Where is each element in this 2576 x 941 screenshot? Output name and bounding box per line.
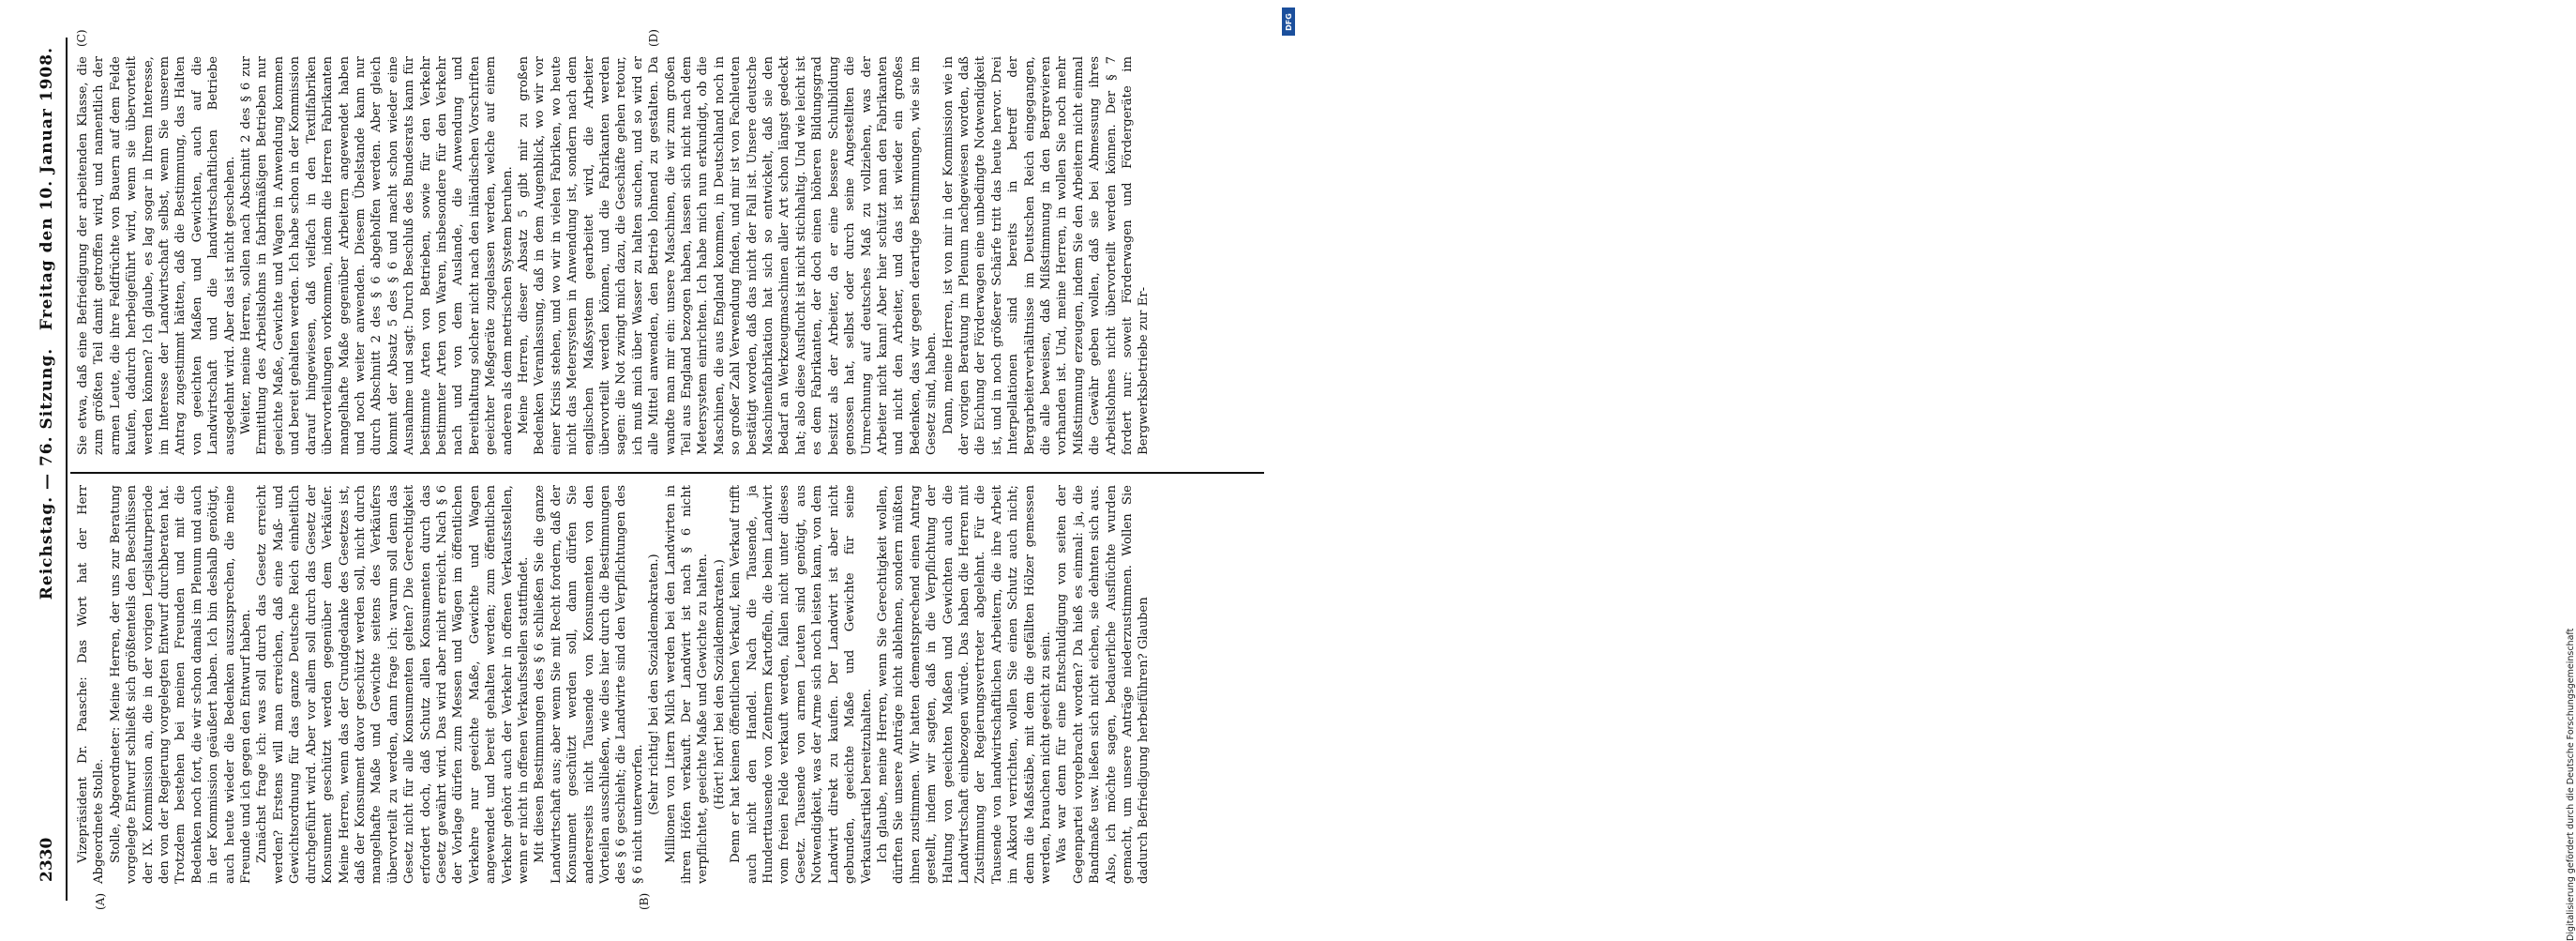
- paragraph: Meine Herren, dieser Absatz 5 gibt mir zu großen Bedenken Veranlassung, daß in dem Augenblick, wo wir vor einer Krisis stehen, und wo wir in vielen Fabriken, wo heute nicht das Metersystem in Anwendung ist, sondern nach dem englischen Maßsystem gearbeitet wird, die Arbeiter übervorteilt werden können, und die Fabrikanten werden sagen: die Not zwingt mich dazu, die Geschäfte gehen retour, ich muß mich über Wasser zu halten suchen, und so wird er alle Mittel anwenden, den Betrieb lohnend zu gestalten. Da wandte man mir ein: unsere Maschinen, die wir zum großen Teil aus England bezogen haben, lassen sich nicht nach dem Metersystem einrichten. Ich habe mich nun erkundigt, ob die Maschinen, die aus England kommen, in Deutschland noch in so großer Zahl Verwendung finden, und mir ist von Fachleuten bestätigt worden, daß das nicht der Fall ist. Unsere deutsche Maschinenfabrikation hat sich so entwickelt, daß sie den Bedarf an Werkzeugmaschinen aller Art schon längst gedeckt hat; also diese Ausflucht ist nicht stichhaltig. Und wie leicht ist es dem Fabrikanten, der doch einen höheren Bildungsgrad besitzt als der Arbeiter, da er eine bessere Schulbildung genossen hat, selbst oder durch seine Angestellten die Umrechnung auf deutsches Maß zu vollziehen, was der Arbeiter nicht kann! Aber hier schützt man den Fabrikanten und nicht den Arbeiter, und das ist wieder ein großes Bedenken, das wir gegen derartige Bestimmungen, wie sie im Gesetz sind, haben.: [516, 56, 940, 455]
- credit-line: [1275, 8, 2576, 941]
- paragraph: Dann, meine Herren, ist von mir in der Kommission wie in der vorigen Beratung im Plenum nachgewiesen worden, daß die Eichung der Förderwagen eine unbedingte Notwendigkeit ist, und in noch größerer Schärfe tritt das heute hervor. Drei Interpellationen sind bereits in betreff der Bergarbeiterverhältnisse im Deutschen Reich eingegangen, die alle beweisen, daß Mißstimmung in den Bergrevieren vorhanden ist. Und, meine Herren, in wollen Sie noch mehr Mißstimmung erzeugen, indem Sie den Arbeitern nicht einmal die Gewähr geben wollen, daß sie bei Abmessung ihres Arbeitslohnes nicht übervorteilt werden können. Der § 7 fordert nur: soweit Förderwagen und Fördergeräte im Bergwerksbetriebe zur Er-: [941, 56, 1152, 455]
- margin-mark-c: (C): [75, 29, 88, 47]
- right-text-column: [75, 56, 1266, 455]
- paragraph: Mit diesen Bestimmungen des § 6 schließen Sie die ganze Landwirtschaft aus; aber wenn Sie mit Recht fordern, daß der Konsument geschützt werden soll, dann dürfen Sie andererseits nicht Tausende von Konsumenten von den Vorteilen ausschließen, wie dies hier durch die Bestimmungen des § 6 geschieht; die Landwirte sind den Verpflichtungen des § 6 nicht unterworfen.: [533, 485, 645, 884]
- session-date: Freitag den 10. Januar 1908.: [38, 47, 56, 331]
- paragraph: Millionen von Litern Milch werden bei den Landwirten in ihren Höfen verkauft. Der Landwirt ist nach § 6 nicht verpflichtet, geeichte Maße und Gewichte zu halten.: [663, 485, 711, 884]
- paragraph: Sie etwa, daß eine Befriedigung der arbeitenden Klasse, die zum größten Teil damit getroffen wird, und namentlich der armen Leute, die ihre Feldfrüchte von Bauern auf dem Felde kaufen, dadurch herbeigeführt wird, wenn sie übervorteilt werden können? Ich glaube, es lag sogar in Ihrem Interesse, im Interesse der Landwirtschaft selbst, wenn Sie unserem Antrag zugestimmt hätten, daß die Bestimmung, das Halten von geeichten Maßen und Gewichten, auch auf die Landwirtschaft und die landwirtschaftlichen Betriebe ausgedehnt wird. Aber das ist nicht geschehen.: [76, 56, 237, 455]
- paragraph: (Hört! hört! bei den Sozialdemokraten.): [712, 559, 727, 810]
- paragraph: Stolle, Abgeordneter: Meine Herren, der uns zur Beratung vorgelegte Entwurf schließt sich größtenteils den Beschlüssen der IX. Kommission an, die in der vorigen Legislaturperiode den von der Regierung vorgelegten Entwurf durchberaten hat. Trotzdem bestehen bei meinen Freunden und mit die Bedenken noch fort, die wir schon damals im Plenum und auch in der Kommission geäußert haben. Ich bin deshalb genötigt, auch heute wieder die Bedenken auszusprechen, die meine Freunde und ich gegen den Entwurf haben.: [108, 485, 254, 884]
- left-text-column: [75, 485, 1266, 884]
- page-title: Reichstag. — 76. Sitzung.: [38, 347, 56, 600]
- paragraph: Was war denn für eine Entschuldigung von seiten der Gegenpartei vorgebracht worden? Da hieß es einmal: ja, die Bandmaße usw. ließen sich nicht eichen, sie dehnten sich aus. Also, ich möchte sagen, bedauerliche Ausflüchte wurden gemacht, um unsere Anträge niederzustimmen. Wollen Sie dadurch Befriedigung herbeiführen? Glauben: [1055, 485, 1152, 884]
- margin-mark-d: (D): [647, 29, 660, 47]
- page-number: 2330: [38, 837, 56, 882]
- dfg-logo: DFG: [1282, 8, 1295, 36]
- margin-mark-a: (A): [94, 892, 107, 910]
- header-rule: [66, 38, 68, 901]
- page-header: [28, 47, 66, 901]
- paragraph: (Sehr richtig! bei den Sozialdemokraten.): [647, 554, 662, 815]
- paragraph: Zunächst frage ich: was soll durch das Gesetz erreicht werden? Erstens will man erreichen, daß eine Maß- und Gewichtsordnung für das ganze Deutsche Reich einheitlich durchgeführt wird. Aber vor allem soll durch das Gesetz der Konsument geschützt werden gegenüber dem Verkäufer. Meine Herren, wenn das der Grundgedanke des Gesetzes ist, daß der Konsument davor geschützt werden soll, nicht durch mangelhafte Maße und Gewichte seitens des Verkäufers übervorteilt zu werden, dann frage ich: warum soll denn das Gesetz nicht für alle Konsumenten gelten? Die Gerechtigkeit erfordert doch, daß Schutz allen Konsumenten durch das Gesetz gewährt wird. Das wird aber nicht erreicht. Nach § 6 der Vorlage dürfen zum Messen und Wägen im öffentlichen Verkehre nur geeichte Maße, Gewichte und Wagen angewendet und bereit gehalten werden; zum öffentlichen Verkehr gehört auch der Verkehr in offenen Verkaufsstellen, wenn er nicht in offenen Verkaufsstellen stattfindet.: [255, 485, 531, 884]
- paragraph: Vizepräsident Dr. Paasche: Das Wort hat der Herr Abgeordnete Stolle.: [76, 485, 107, 884]
- paragraph: Denn er hat keinen öffentlichen Verkauf, kein Verkauf trifft auch nicht den Handel. Nach die Tausende, ja Hunderttausende von Zentnern Kartoffeln, die beim Landwirt vom freien Felde verkauft werden, fallen nicht unter dieses Gesetz. Tausende von armen Leuten sind genötigt, aus Notwendigkeit, was der Arme sich noch leisten kann, von dem Landwirt direkt zu kaufen. Der Landwirt ist aber nicht gebunden, geeichte Maße und Gewichte für seine Verkaufsartikel bereitzuhalten.: [729, 485, 874, 884]
- credit-text: Digitalisierung gefördert durch die Deutsche Forschungsgemeinschaft: [2566, 628, 2576, 941]
- paragraph: Weiter, meine Herren, sollen nach Abschnitt 2 des § 6 zur Ermittlung des Arbeitslohns in fabrikmäßigen Betrieben nur geeichte Maße, Gewichte und Wagen in Anwendung kommen und bereit gehalten werden. Ich habe schon in der Kommission darauf hingewiesen, daß vielfach in den Textilfabriken übervorteilungen vorkommen, indem die Herren Fabrikanten mangelhafte Maße gegenüber Arbeitern angewendet haben und noch weiter anwenden. Diesem Übelstande kann nur durch Abschnitt 2 des § 6 abgeholfen werden. Aber gleich kommt der Absatz 5 des § 6 und macht schon wieder eine Ausnahme und sagt: Durch Beschluß des Bundesrats kann für bestimmte Arten von Betrieben, sowie für den Verkehr bestimmter Arten von Waren, insbesondere für den Verkehr nach und von dem Auslande, die Anwendung und Bereithaltung solcher nicht nach den inländischen Vorschriften geeichter Meßgeräte zugelassen werden, welche auf einem anderen als dem metrischen System beruhen.: [239, 56, 515, 455]
- column-divider: [70, 472, 1264, 474]
- paragraph: Ich glaube, meine Herren, wenn Sie Gerechtigkeit wollen, dürften Sie unsere Anträge nicht ablehnen, sondern müßten ihnen zustimmen. Wir hatten dementsprechend einen Antrag gestellt, indem wir sagten, daß in die Verpflichtung der Haltung von geeichten Maßen und Gewichten auch die Landwirtschaft einbezogen würde. Das haben die Herren mit Zustimmung der Regierungsvertreter abgelehnt. Für die Tausende von landwirtschaftlichen Arbeitern, die ihre Arbeit im Akkord verrichten, wollen Sie einen Schutz auch nicht; denn die Maßstäbe, mit dem die gefällten Hölzer gemessen werden, brauchen nicht geeicht zu sein.: [875, 485, 1053, 884]
- margin-mark-b: (B): [638, 892, 651, 910]
